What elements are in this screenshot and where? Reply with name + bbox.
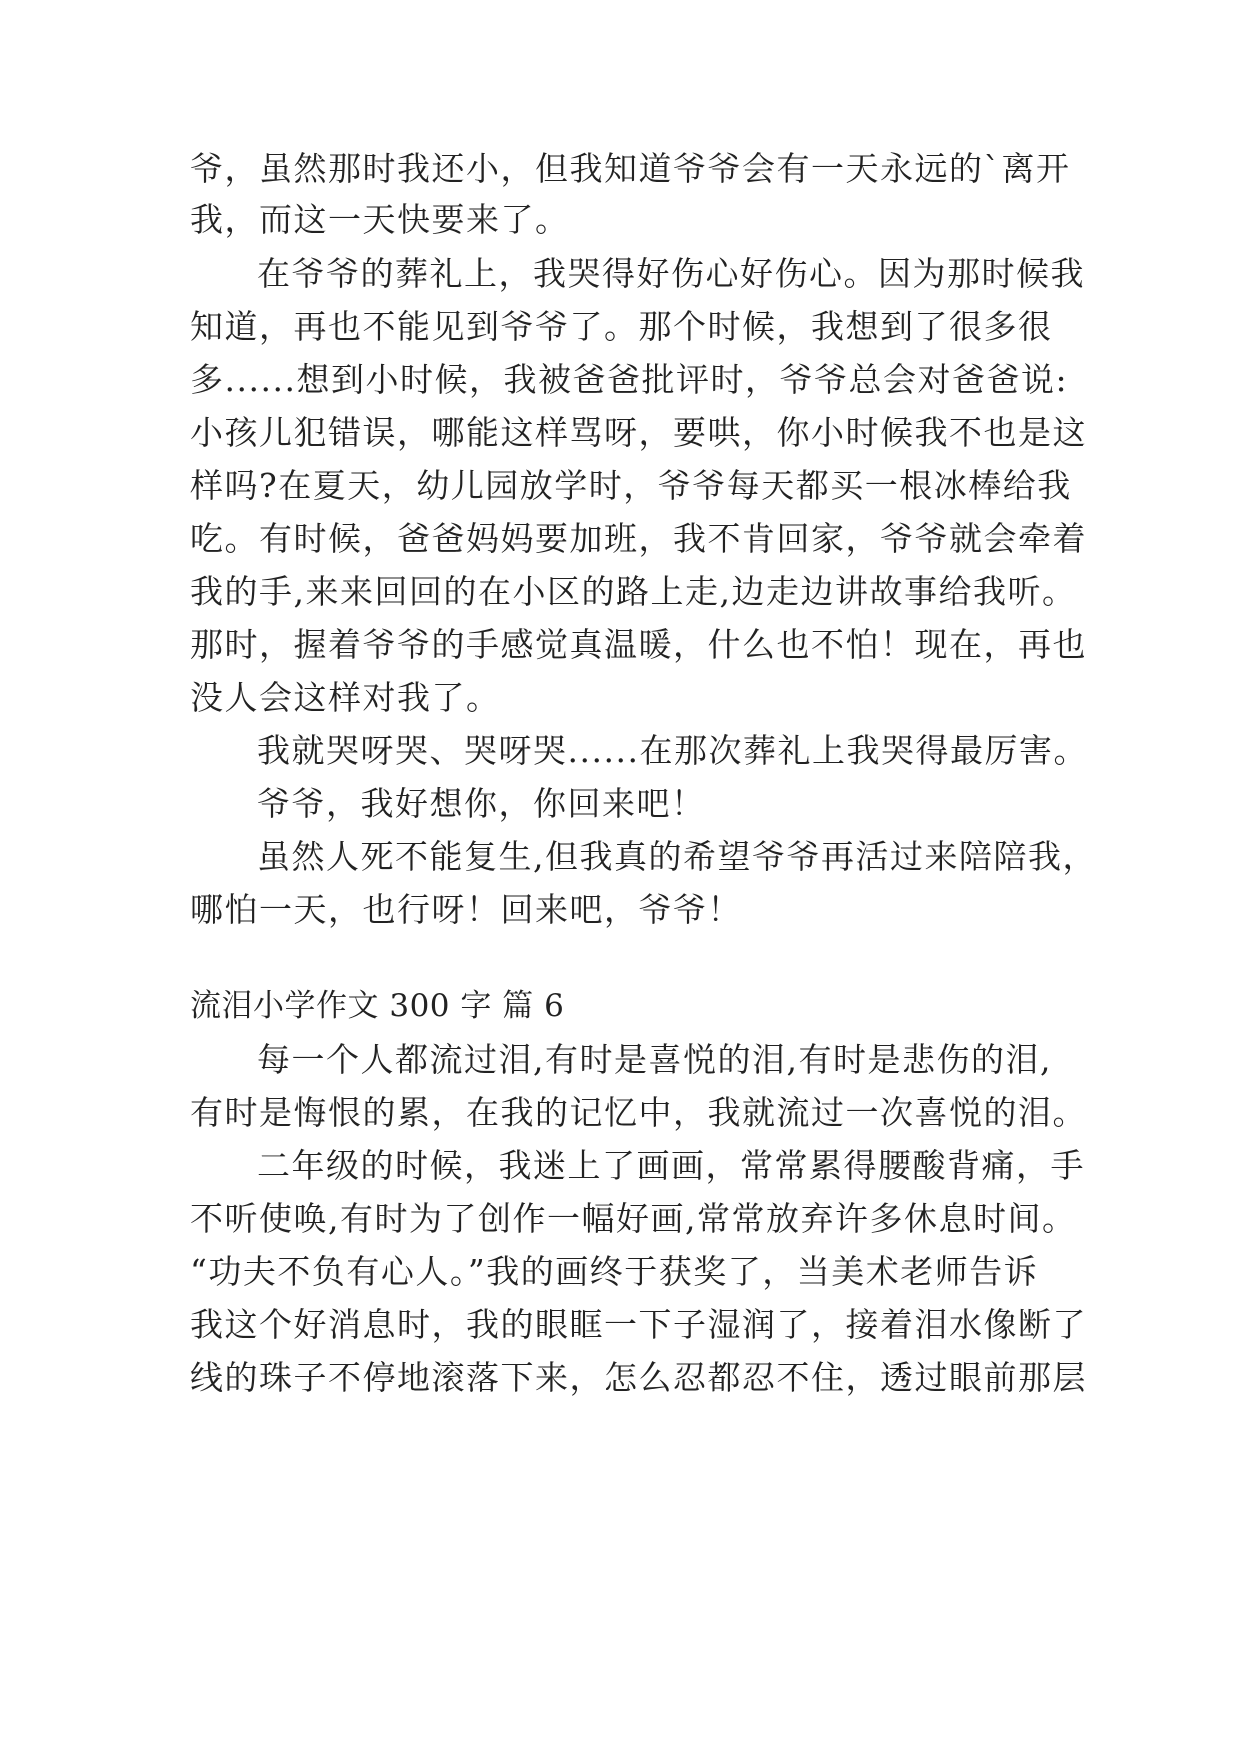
text-line: 哪怕一天，也行呀！回来吧，爷爷！ [190,890,742,929]
text-line: 知道，再也不能见到爷爷了。那个时候，我想到了很多很 [190,307,1053,346]
text-line: 多......想到小时候，我被爸爸批评时，爷爷总会对爸爸说: [190,360,1069,399]
paragraph-start: 虽然人死不能复生,但我真的希望爷爷再活过来陪陪我， [257,837,1097,876]
text-line: 吃。有时候，爸爸妈妈要加班，我不肯回家，爷爷就会牵着 [190,519,1087,558]
text-line: 线的珠子不停地滚落下来，怎么忍都忍不住，透过眼前那层 [190,1358,1087,1397]
text-line: 我，而这一天快要来了。 [190,200,570,239]
section-title: 流泪小学作文 300 字 篇 6 [190,988,565,1024]
text-line: 爷，虽然那时我还小，但我知道爷爷会有一天永远的`离开 [190,149,1071,188]
text-line: 我的手,来来回回的在小区的路上走,边走边讲故事给我听。 [190,572,1077,611]
paragraph-start: 我就哭呀哭、哭呀哭......在那次葬礼上我哭得最厉害。 [257,731,1088,770]
text-line: 那时，握着爷爷的手感觉真温暖，什么也不怕！现在，再也 [190,625,1087,664]
text-line: “功夫不负有心人。”我的画终于获奖了，当美术老师告诉 [190,1252,1039,1291]
paragraph-start: 在爷爷的葬礼上，我哭得好伤心好伤心。因为那时候我 [257,254,1085,293]
paragraph-start: 每一个人都流过泪,有时是喜悦的泪,有时是悲伤的泪, [257,1040,1052,1079]
text-line: 我这个好消息时，我的眼眶一下子湿润了，接着泪水像断了 [190,1305,1087,1344]
text-line: 小孩儿犯错误，哪能这样骂呀，要哄，你小时候我不也是这 [190,413,1087,452]
text-line: 有时是悔恨的累，在我的记忆中，我就流过一次喜悦的泪。 [190,1093,1087,1132]
paragraph-start: 二年级的时候，我迷上了画画，常常累得腰酸背痛，手 [257,1146,1085,1185]
text-line: 样吗?在夏天，幼儿园放学时，爷爷每天都买一根冰棒给我 [190,466,1072,505]
text-line: 不听使唤,有时为了创作一幅好画,常常放弃许多休息时间。 [190,1199,1077,1238]
text-line: 没人会这样对我了。 [190,678,501,717]
paragraph-start: 爷爷，我好想你，你回来吧！ [257,784,706,823]
